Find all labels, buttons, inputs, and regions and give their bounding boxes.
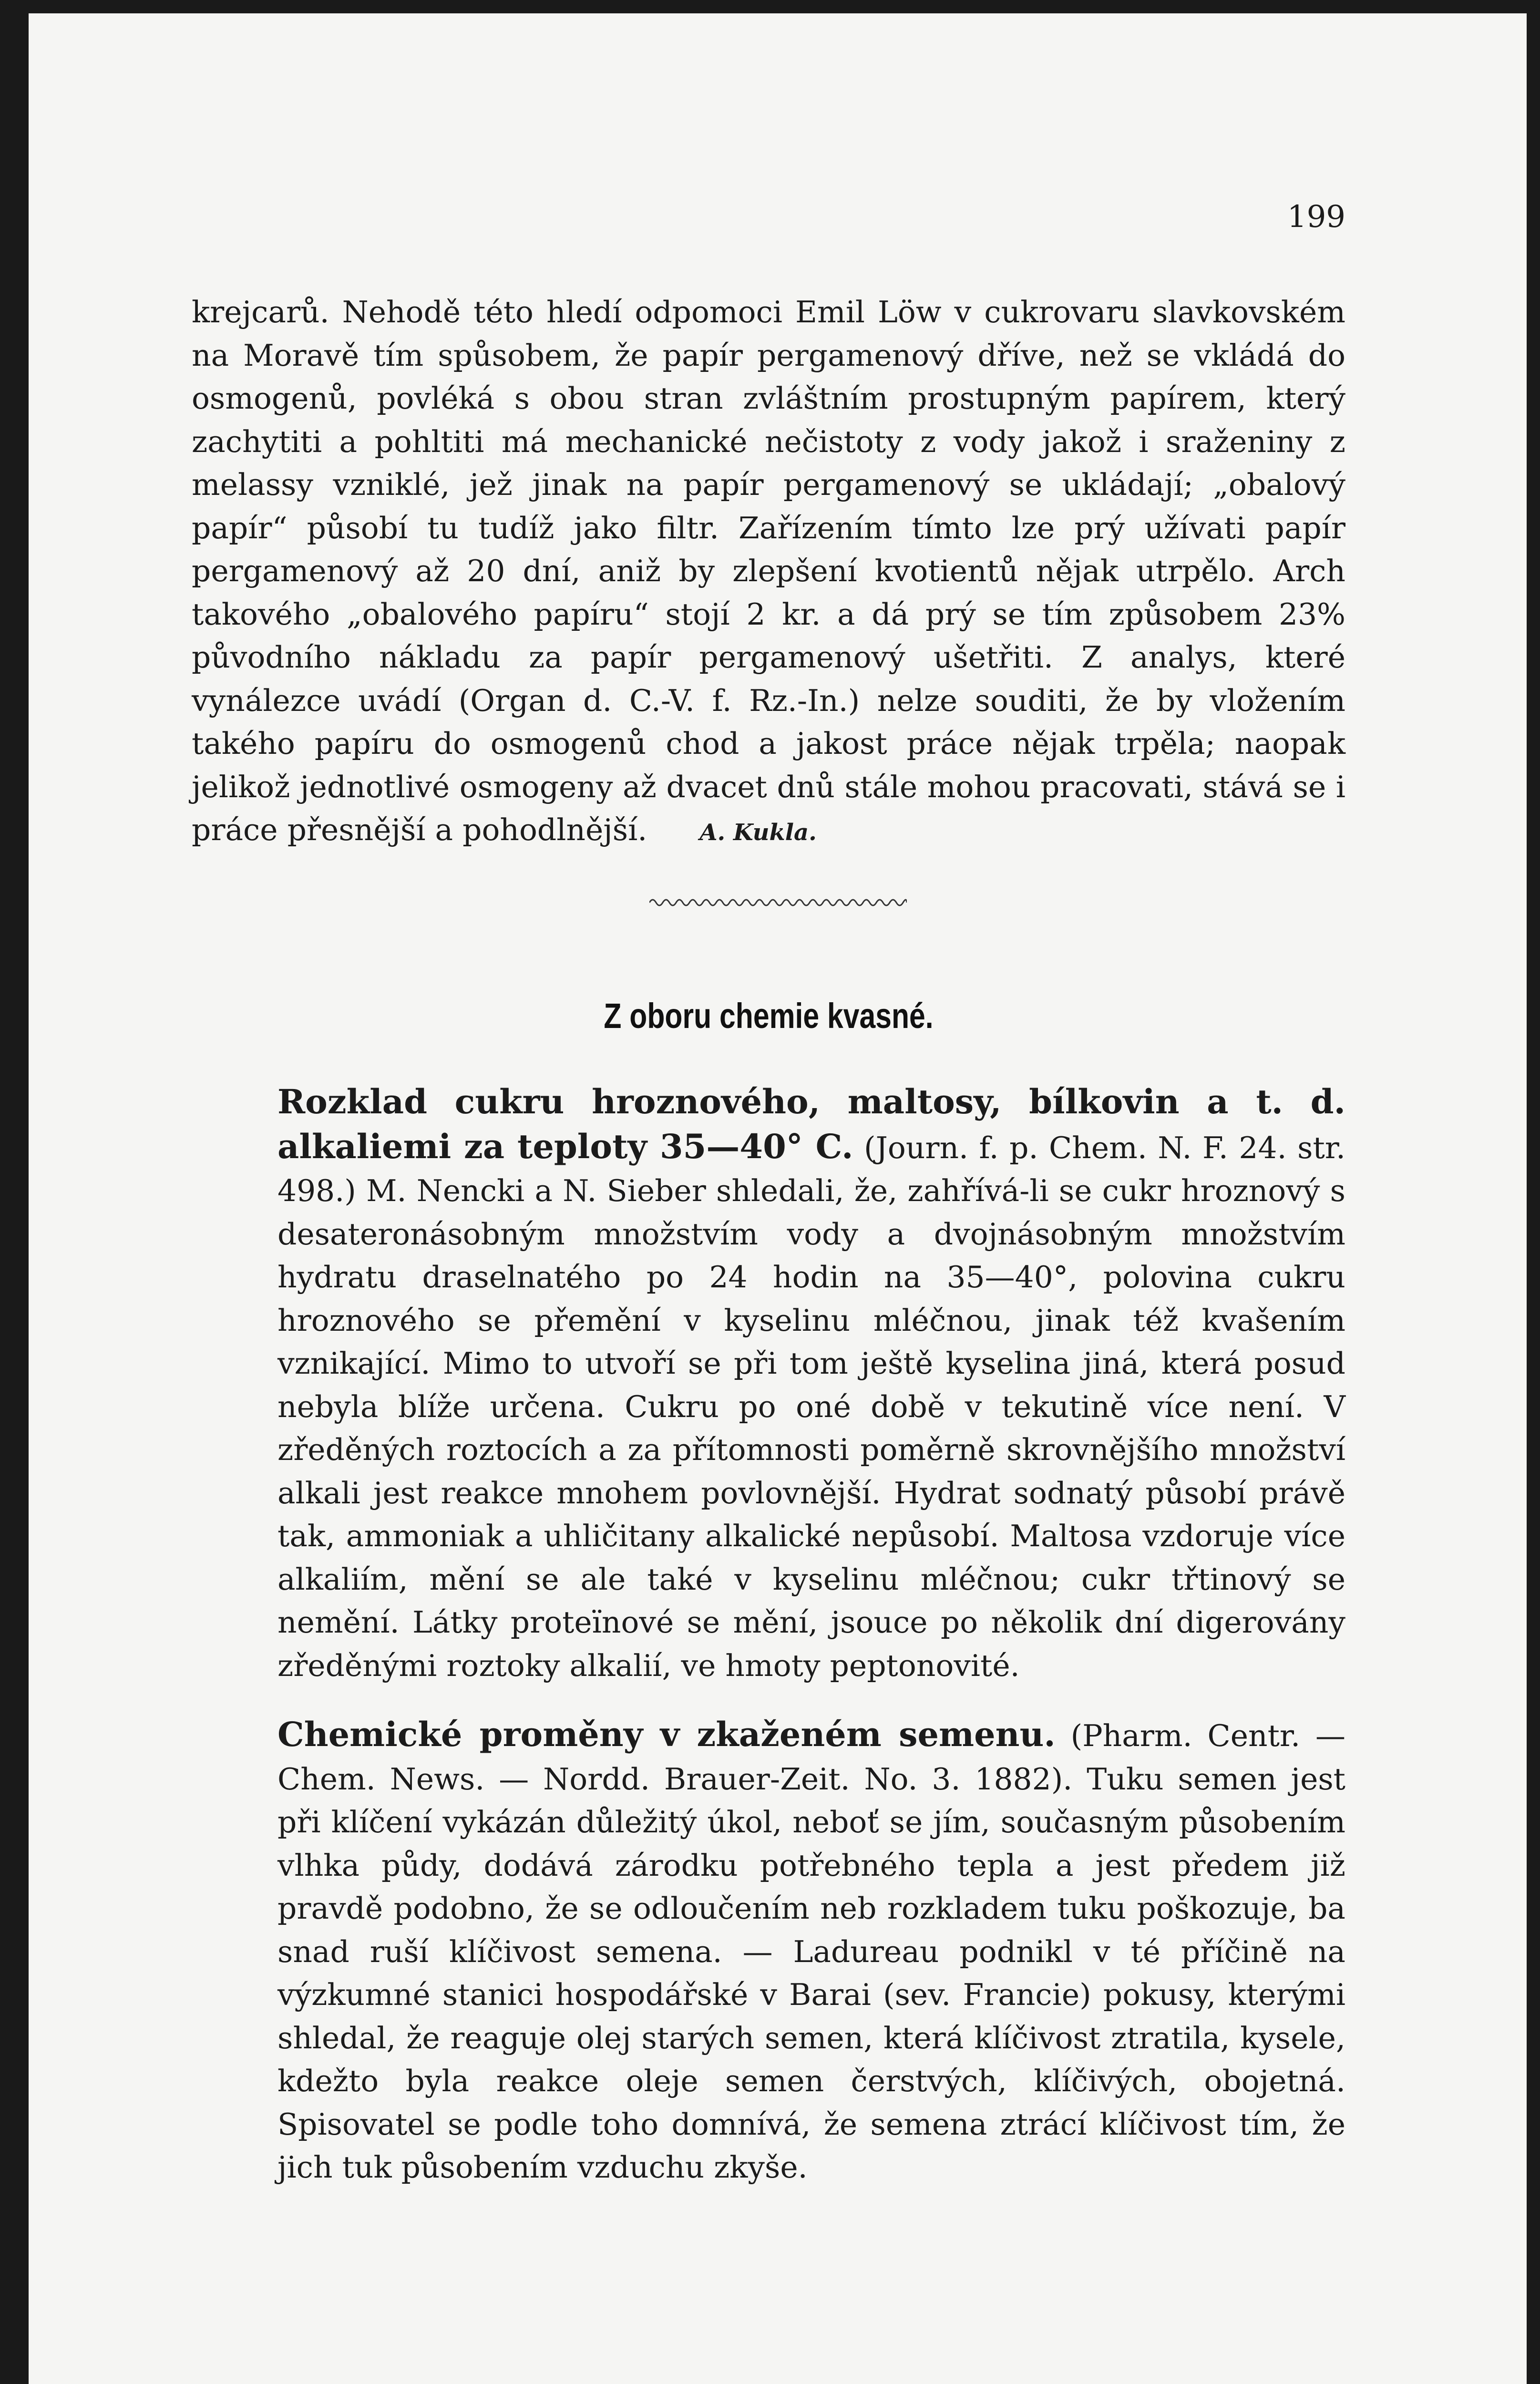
- article-heading: Rozklad cukru hroznového, maltosy, bílkovin a t. d. alkaliemi za teploty 35—40° C.: [277, 1082, 1345, 1166]
- section-title: Z oboru chemie kvasné.: [604, 996, 934, 1036]
- paragraph-text: krejcarů. Nehodě této hledí odpomoci Emil Löw v cukrovaru slavkovském na Moravě tím spůsobem, že papír pergamenový dříve, než se vkládá do osmogenů, povléká s obou stran zvláštním prostupným papírem, který zachytiti a pohltiti má mechanické nečistoty z vody jakož i sraženiny z melassy vzniklé, jež jinak na papír pergamenový se ukládají; „obalový papír“ působí tu tudíž jako filtr. Zařízením tímto lze prý užívati papír pergamenový až 20 dní, aniž by zlepšení kvotientů nějak utrpělo. Arch takového „obalového papíru“ stojí 2 kr. a dá prý se tím způsobem 23% původního nákladu za papír pergamenový ušetřiti. Z analys, které vynálezce uvádí (Organ d. C.-V. f. Rz.-In.) nelze souditi, že by vložením takého papíru do osmogenů chod a jakost práce nějak trpěla; naopak jelikož jednotlivé osmogeny až dvacet dnů stále mohou pracovati, stává se i práce přesnější a pohodlnější.: [192, 295, 1345, 847]
- page: [29, 13, 1527, 2384]
- article-text: (Pharm. Centr. — Chem. News. — Nordd. Brauer-Zeit. No. 3. 1882). Tuku semen jest při klíčení vykázán důležitý úkol, neboť se jím, současným působením vlhka půdy, dodává zárodku potřebného tepla a jest předem již pravdě podobno, že se odloučením neb rozkladem tuku poškozuje, ba snad ruší klíčivost semena. — Ladureau podnikl v té příčině na výzkumné stanici hospodářské v Barai (sev. Francie) pokusy, kterými shledal, že reaguje olej starých semen, která klíčivost ztratila, kysele, kdežto byla reakce oleje semen čerstvých, klíčivých, obojetná. Spisovatel se podle toho domnívá, že semena ztrácí klíčivost tím, že jich tuk působením vzduchu zkyše.: [277, 1718, 1345, 2185]
- paragraph-continuation: [192, 291, 1345, 854]
- wavy-divider-ornament: [649, 895, 907, 910]
- article-source: (Journ. f. p. Chem. N. F. 24. str. 498.): [277, 1130, 1345, 1208]
- article-text: M. Nencki a N. Sieber shledali, že, zahřívá-li se cukr hroznový s desateronásobným množstvím vody a dvojnásobným množstvím hydratu draselnatého po 24 hodin na 35—40°, polovina cukru hroznového se přemění v kyselinu mléčnou, jinak též kvašením vznikající. Mimo to utvoří se při tom ještě kyselina jiná, která posud nebyla blíže určena. Cukru po oné době v tekutině více není. V zředěných roztocích a za přítomnosti poměrně skrovnějšího množství alkali jest reakce mnohem povlovnější. Hydrat sodnatý působí právě tak, ammoniak a uhličitany alkalické nepůsobí. Maltosa vzdoruje více alkaliím, mění se ale také v kyselinu mléčnou; cukr třtinový se nemění. Látky proteïnové se mění, jsouce po několik dní digerovány zředěnými roztoky alkalií, ve hmoty peptonovité.: [277, 1173, 1345, 1683]
- page-number: 199: [1287, 199, 1345, 235]
- article-glucose-decomposition: [192, 1080, 1345, 1687]
- author-signature: A. Kukla.: [699, 819, 817, 846]
- article-heading: Chemické proměny v zkaženém semenu.: [277, 1715, 1056, 1754]
- article-seed-changes: [192, 1713, 1345, 2189]
